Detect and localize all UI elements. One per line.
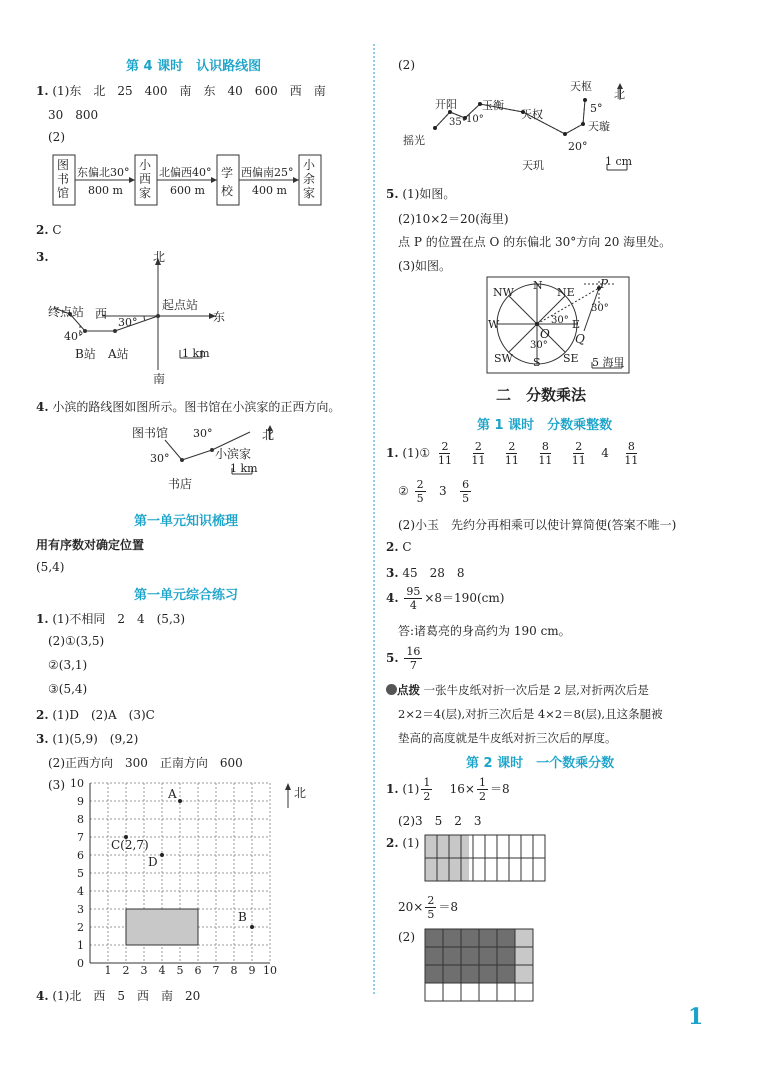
q4-angle30a: 30° [193,427,213,440]
r1-frac-5: $\frac{2}{11}$ [571,440,586,467]
compass-s: S [533,356,541,369]
s1-frac2: $\frac{1}{2}$ [478,776,486,803]
r1-2-three: 3 [439,484,447,498]
star-yuheng: 玉衡 [482,99,504,112]
route-d2m: 600 m [170,184,205,197]
coordinate-grid [70,775,280,977]
q4-angle30b: 30° [150,452,170,465]
q3-angle40: 40° [64,330,84,343]
q1-label: 1. (1)东 北 25 400 南 东 40 600 西 南 [36,84,326,98]
r1-1-row: 1. (1)① $\frac{2}{11}$ $\frac{2}{11}$ $\frac{2}{11}$ $\frac{8}{11}$ $\frac{2}{11}$ 4 $\frac{8}{11}$ [386,440,639,467]
svg-text:3: 3 [77,903,84,916]
q3-east: 东 [213,310,226,324]
q2-text: C [52,223,62,237]
route-box-xiaoyu: 小余家 [303,158,316,200]
fraction-grid-1 [424,834,546,884]
q3-scale: 1 km [182,347,210,360]
star-kaiyang: 开阳 [435,98,457,111]
tip-text-2: 2×2＝4(层),对折三次后是 4×2＝8(层),且这条腿被 [398,707,663,721]
r5-2-text: (2)10×2＝20(海里) [398,212,509,226]
star-scale: 1 cm [605,155,633,168]
compass-a30b: 30° [530,340,548,351]
q4-scale: 1 km [230,462,258,475]
r1-3-text: (2)小玉 先约分再相乘可以使计算简便(答案不唯一) [398,518,677,532]
p1-2a: (2)①(3,5) [48,634,105,648]
svg-text:10: 10 [70,777,84,790]
star-tianquan: 天权 [521,108,543,121]
s2-2-label: (2) [398,930,415,944]
chapter-title: 二 分数乘法 [496,386,587,404]
r5-1-text: (1)如图。 [402,187,456,201]
star-tianxuan: 天璇 [588,120,610,133]
r1-2-prefix: ② [398,484,409,498]
r4-frac: $\frac{95}{4}$ [406,585,421,612]
p4-text: (1)北 西 5 西 南 20 [52,989,201,1003]
route-d1m: 800 m [88,184,123,197]
p3-3: (3) [48,778,65,792]
svg-text:2: 2 [77,921,84,934]
r1-frac-last: $\frac{8}{11}$ [624,440,639,467]
s2-expr-row [398,894,458,921]
route-d1: 东偏北30° [77,166,130,179]
grid-point-c: C(2,7) [111,838,149,852]
q1-1-text: (1)东 北 25 400 南 东 40 600 西 南 [52,84,326,98]
page-number: 1 [688,1004,704,1030]
svg-text:9: 9 [248,964,256,977]
compass-e: E [572,318,581,331]
q3-start: 起点站 [162,298,199,312]
p3-answer: 3. (1)(5,9) (9,2) [36,732,139,746]
svg-text:8: 8 [77,813,84,826]
tip-label: 点拨 [397,683,420,697]
r4-answer: 答:诸葛亮的身高约为 190 cm。 [398,624,571,638]
q1-2-label: (2) [48,130,65,144]
svg-text:8: 8 [230,964,238,977]
r4-row: 4. $\frac{95}{4}$ ×8＝190(cm) [386,585,505,612]
route-diagram [50,153,340,207]
star-a10: 10° [466,114,484,125]
star-a35: 35° [449,117,467,128]
compass-se: SE [563,352,579,365]
s1-frac: $\frac{1}{2}$ [423,776,431,803]
p1-1-text: (1)不相同 2 4 (5,3) [52,612,186,626]
unit-summary-value: (5,4) [36,560,65,574]
compass-a30c: 30° [591,303,609,314]
star-yaoguang: 摇光 [403,134,425,147]
compass-p: P [600,277,609,291]
r2-text: C [402,540,412,554]
r1-frac-1: $\frac{2}{11}$ [437,440,452,467]
r3-answer: 3. 45 28 8 [386,566,465,580]
r1-2-row [398,478,473,505]
r5-3-text: (3)如图。 [398,259,451,273]
q3-b-station: B站 [75,347,96,361]
r5-2b-text: 点 P 的位置在点 O 的东偏北 30°方向 20 海里处。 [398,235,672,249]
compass-nw: NW [493,286,514,299]
compass-q: Q [575,332,585,346]
grid-north-arrow-icon [283,782,293,810]
r1-1-prefix: (1)① [402,446,431,460]
route-box-library: 图书馆 [57,158,70,200]
route-box-school: 学校 [221,166,234,198]
r4-expr: ×8＝190(cm) [424,591,505,605]
s1-2-text: (2)3 5 2 3 [398,814,482,828]
star-north: 北 [614,88,625,101]
grid-point-d: D [148,855,158,869]
q4-library: 图书馆 [132,426,169,440]
s2-frac: $\frac{2}{5}$ [427,894,435,921]
svg-text:6: 6 [194,964,202,977]
svg-text:4: 4 [77,885,84,898]
svg-text:3: 3 [140,964,148,977]
q4-text: 小滨的路线图如图所示。图书馆在小滨家的正西方向。 [52,400,341,414]
column-divider [373,44,375,994]
grid-point-a: A [168,787,177,801]
r1-frac-4: $\frac{8}{11}$ [538,440,553,467]
star-a5: 5° [590,102,603,115]
p3-1-text: (1)(5,9) (9,2) [52,732,139,746]
r1-four: 4 [601,446,609,460]
q4-answer: 4. 小滨的路线图如图所示。图书馆在小滨家的正西方向。 [36,400,341,414]
q3-angle30: 30° [118,316,138,329]
svg-text:1: 1 [104,964,112,977]
s2-row: 2. (1) [386,836,420,850]
p1-2c: ③(5,4) [48,682,88,696]
p2-answer: 2. (1)D (2)A (3)C [36,708,155,722]
route-d2: 北偏西40° [159,166,212,179]
star-tianji: 天玑 [522,159,544,172]
s1-row: 1. (1) $\frac{1}{2}$ 16× $\frac{1}{2}$ ＝8 [386,776,510,803]
svg-text:5: 5 [77,867,84,880]
compass-w: W [488,318,500,331]
svg-text:6: 6 [77,849,84,862]
p2-text: (1)D (2)A (3)C [52,708,155,722]
unit-summary-subtitle: 用有序数对确定位置 [36,538,145,552]
svg-text:2: 2 [122,964,130,977]
lesson2-title: 第 2 课时 一个数乘分数 [466,756,615,771]
s2-expr-a: 20× [398,900,424,914]
star-a20: 20° [568,140,588,153]
svg-text:0: 0 [77,957,84,970]
fraction-grid-2 [424,928,536,1002]
svg-text:4: 4 [158,964,166,977]
grid-north: 北 [294,786,307,800]
r5-answer: 5. (1)如图。 [386,187,456,201]
tip-text-1: 一张牛皮纸对折一次后是 2 层,对折两次后是 [423,683,649,697]
route-box-xiaoxi: 小西家 [139,158,152,200]
q3-end: 终点站 [48,305,85,319]
s1-expr-b: ＝8 [489,782,510,796]
lesson4-title: 第 4 课时 认识路线图 [126,59,262,74]
s1-expr-a: 16× [449,782,475,796]
q4-store: 书店 [168,477,193,491]
svg-text:7: 7 [212,964,220,977]
r2-answer: 2. C [386,540,412,554]
tip-icon [386,684,397,695]
star-tianshu: 天枢 [570,80,592,93]
compass-o: O [540,327,550,341]
r1-frac-2: $\frac{2}{11}$ [471,440,486,467]
q3-label: 3. [36,250,49,264]
p4-answer: 4. (1)北 西 5 西 南 20 [36,989,201,1003]
q3-north: 北 [153,250,166,264]
svg-text:10: 10 [263,964,277,977]
lesson1-title: 第 1 课时 分数乘整数 [477,418,613,433]
compass-scale: 5 海里 [592,356,625,369]
r1-2-frac: $\frac{2}{5}$ [416,478,424,505]
svg-text:9: 9 [77,795,84,808]
route-d3m: 400 m [252,184,287,197]
q4-home: 小滨家 [215,447,252,461]
compass-sw: SW [494,352,513,365]
q4-north: 北 [262,428,275,442]
compass-n: N [533,279,543,292]
route-d3: 西偏南25° [241,166,294,179]
p1-answer: 1. (1)不相同 2 4 (5,3) [36,612,186,626]
q3-south: 南 [153,372,166,386]
q3-west: 西 [95,307,108,321]
r5-row: 5. $\frac{16}{7}$ [386,645,421,672]
r1-2-frac2: $\frac{6}{5}$ [462,478,470,505]
grid-point-b: B [238,910,247,924]
r3-text: 45 28 8 [402,566,465,580]
compass-ne: NE [557,286,575,299]
s2-expr-b: ＝8 [438,900,458,914]
tip-line-1 [386,682,649,698]
p3-2: (2)正西方向 300 正南方向 600 [48,756,243,770]
compass-a30a: 30° [551,315,569,326]
s2-1-label: (1) [402,836,420,850]
unit-summary-title: 第一单元知识梳理 [134,514,239,529]
r1-frac-3: $\frac{2}{11}$ [504,440,519,467]
q3-a-station: A站 [108,347,129,361]
svg-text:1: 1 [77,939,84,952]
q2-answer: 2. C [36,223,62,237]
s1-prefix: (1) [402,782,420,796]
unit-practice-title: 第一单元综合练习 [134,588,239,603]
p1-2b: ②(3,1) [48,658,88,672]
tip-text-3: 垫高的高度就是牛皮纸对折三次后的厚度。 [398,731,617,745]
q1-1b-text: 30 800 [48,108,99,122]
svg-text:7: 7 [77,831,84,844]
r5-frac: $\frac{16}{7}$ [406,645,421,672]
r-q2-label: (2) [398,58,415,72]
svg-text:5: 5 [176,964,184,977]
